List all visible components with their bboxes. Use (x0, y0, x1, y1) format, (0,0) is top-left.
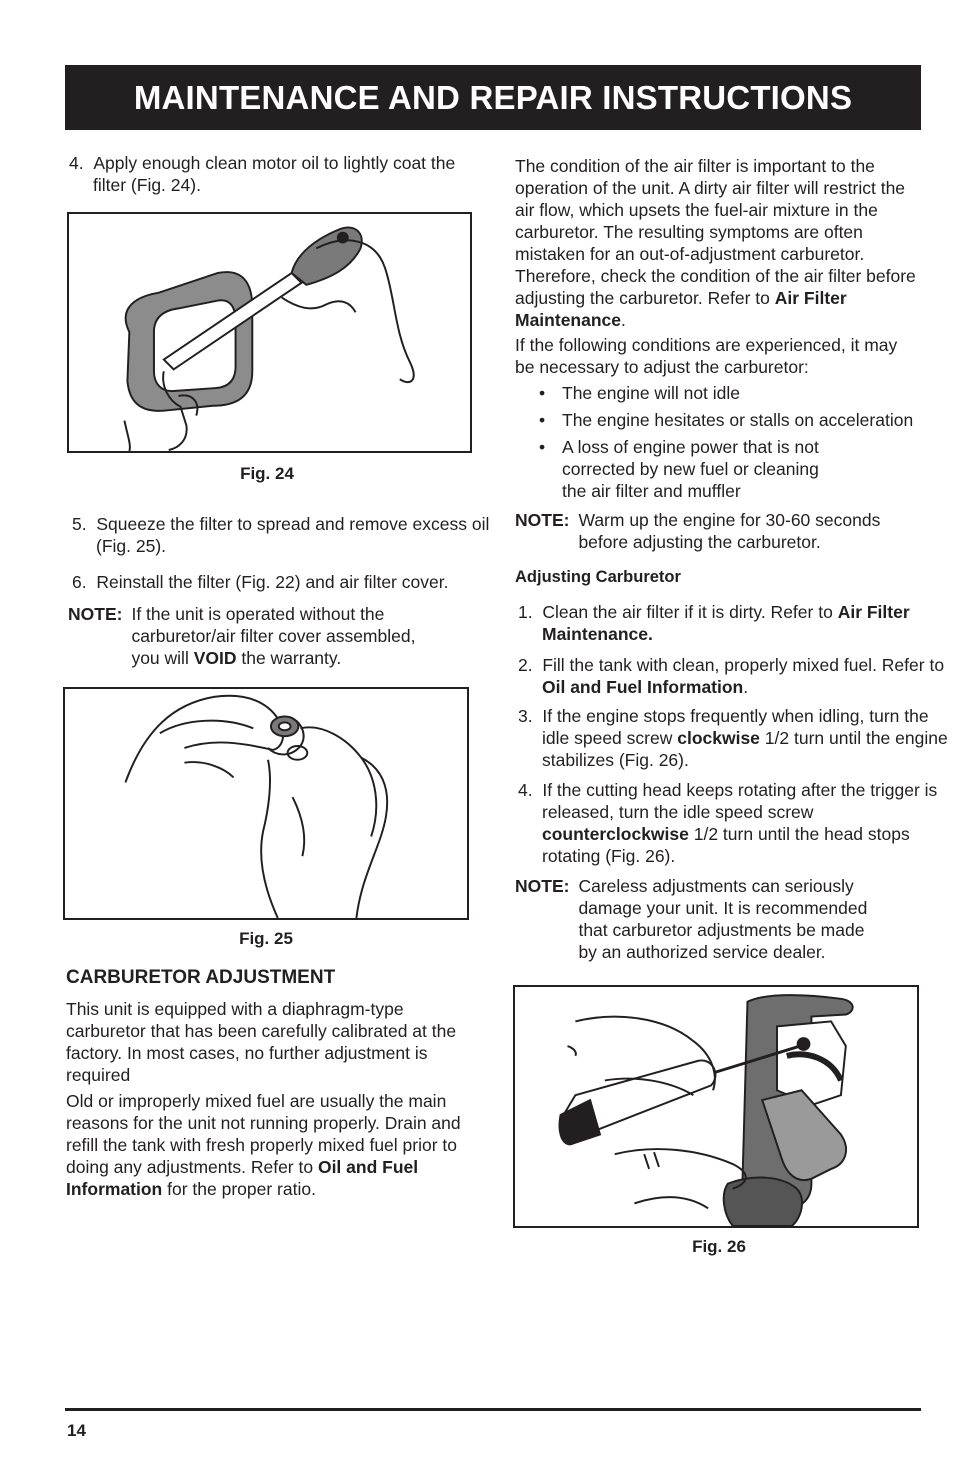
note-label: NOTE: (515, 510, 570, 530)
page-number: 14 (67, 1421, 86, 1440)
reference-link-air-filter: Air Filter Maintenance (515, 288, 847, 330)
figure-25-caption: Fig. 25 (239, 929, 293, 948)
figure-26-adjusting-screw (513, 985, 919, 1228)
note-body: Careless adjustments can seriously damage your unit. It is recommended that carburetor adjustments be made by an authorized service dealer. (578, 876, 868, 962)
subheading-adjusting-carburetor: Adjusting Carburetor (515, 568, 681, 586)
note-text-end: the warranty. (236, 648, 342, 668)
step-text: Clean the air filter if it is dirty. Refer to (542, 602, 838, 622)
step-number: 3. (518, 706, 533, 726)
paragraph-text: Old or improperly mixed fuel are usually the main reasons for the unit not running properly. Drain and refill the tank with fresh properly mixed fuel prior to doing any adjustments. Refer to (66, 1091, 461, 1177)
note-emphasis: VOID (193, 648, 237, 668)
figure-25-squeezing-filter (63, 687, 469, 920)
adjust-step-1 (515, 601, 947, 645)
note-label: NOTE: (68, 604, 123, 624)
paragraph-text-end: for the proper ratio. (162, 1179, 316, 1199)
step-text: Squeeze the filter to spread and remove excess oil (Fig. 25). (96, 514, 490, 556)
figure-24-caption: Fig. 24 (240, 464, 294, 483)
reference-link-oil-fuel: Oil and Fuel Information (542, 677, 744, 697)
paragraph-conditions: If the following conditions are experienced, it may be necessary to adjust the carburetor: (515, 335, 898, 377)
note-body (131, 603, 436, 669)
adjust-step-4 (515, 779, 952, 867)
reference-link-air-filter: Air Filter Maintenance. (542, 602, 910, 644)
figure-24-oiling-filter (67, 212, 472, 453)
step-number: 6. (72, 572, 87, 592)
paragraph-fuel-reasons (66, 1090, 462, 1200)
step-number: 4. (518, 780, 533, 800)
step-text: If the engine stops frequently when idling, turn the idle speed screw (542, 706, 929, 748)
list-item (515, 409, 920, 431)
paragraph-text: The condition of the air filter is important to the operation of the unit. A dirty air filter will restrict the air flow, which upsets the fuel-air mixture in the carburetor. The resulting symptoms are often mistaken for an out-of-adjustment carburetor. Therefore, check the condition of the air filter before adjusting the carburetor. Refer to (515, 156, 916, 308)
bullet-glyph: • (539, 383, 546, 403)
list-item (515, 382, 920, 404)
careless-adjustments-note (515, 875, 920, 963)
step-number: 4. (69, 153, 84, 173)
step-text: If the cutting head keeps rotating after the trigger is released, turn the idle speed screw (542, 780, 938, 822)
hands-squeeze-illustration (65, 689, 467, 918)
step-text-end: 1/2 turn until the head stops rotating (Fig. 26). (542, 824, 910, 866)
section-title-carburetor-adjustment: CARBURETOR ADJUSTMENT (66, 967, 336, 988)
bullet-glyph: • (539, 437, 546, 457)
filter-oil-illustration (69, 214, 470, 451)
note-text: If the unit is operated without the carburetor/air filter cover assembled, you will (131, 604, 416, 668)
screwdriver-carburetor-illustration (515, 987, 917, 1226)
conditions-list (515, 382, 920, 507)
page-title-banner (65, 65, 921, 130)
figure-26-caption: Fig. 26 (692, 1237, 746, 1256)
step-emphasis: clockwise (677, 728, 760, 748)
step-number: 5. (72, 514, 87, 534)
paragraph-text-end: . (621, 310, 626, 330)
step-text: Fill the tank with clean, properly mixed fuel. Refer to (542, 655, 945, 675)
step-number: 2. (518, 655, 533, 675)
step-text: Reinstall the filter (Fig. 22) and air filter cover. (96, 572, 449, 592)
step-emphasis: counterclockwise (542, 824, 689, 844)
reference-link-oil-fuel: Oil and Fuel Information (66, 1157, 419, 1199)
step-text: Apply enough clean motor oil to lightly coat the filter (Fig. 24). (93, 153, 456, 195)
paragraph-carburetor-intro: This unit is equipped with a diaphragm-type carburetor that has been carefully calibrated at the factory. In most cases, no further adjustment is required (66, 999, 457, 1085)
warm-up-note (515, 509, 920, 553)
bullet-glyph: • (539, 410, 546, 430)
footer-divider (65, 1408, 921, 1411)
step-text-end: . (743, 677, 749, 697)
note-body: Warm up the engine for 30-60 seconds before adjusting the carburetor. (578, 510, 881, 552)
paragraph-air-filter-condition (515, 155, 920, 331)
adjust-step-2 (515, 654, 947, 698)
adjust-step-3 (515, 705, 952, 771)
list-item-text: A loss of engine power that is not corrected by new fuel or cleaning the air filter and muffler (562, 437, 819, 501)
step-4 (66, 152, 493, 196)
note-label: NOTE: (515, 876, 570, 896)
step-text-end: 1/2 turn until the engine stabilizes (Fig. 26). (542, 728, 948, 770)
list-item-text: The engine will not idle (562, 383, 741, 403)
step-5 (69, 513, 496, 557)
warranty-note (68, 603, 448, 669)
step-number: 1. (518, 602, 533, 622)
step-6 (69, 571, 496, 593)
list-item-text: The engine hesitates or stalls on acceleration (562, 410, 914, 430)
list-item (515, 436, 822, 502)
page-title: MAINTENANCE AND REPAIR INSTRUCTIONS (133, 78, 853, 116)
